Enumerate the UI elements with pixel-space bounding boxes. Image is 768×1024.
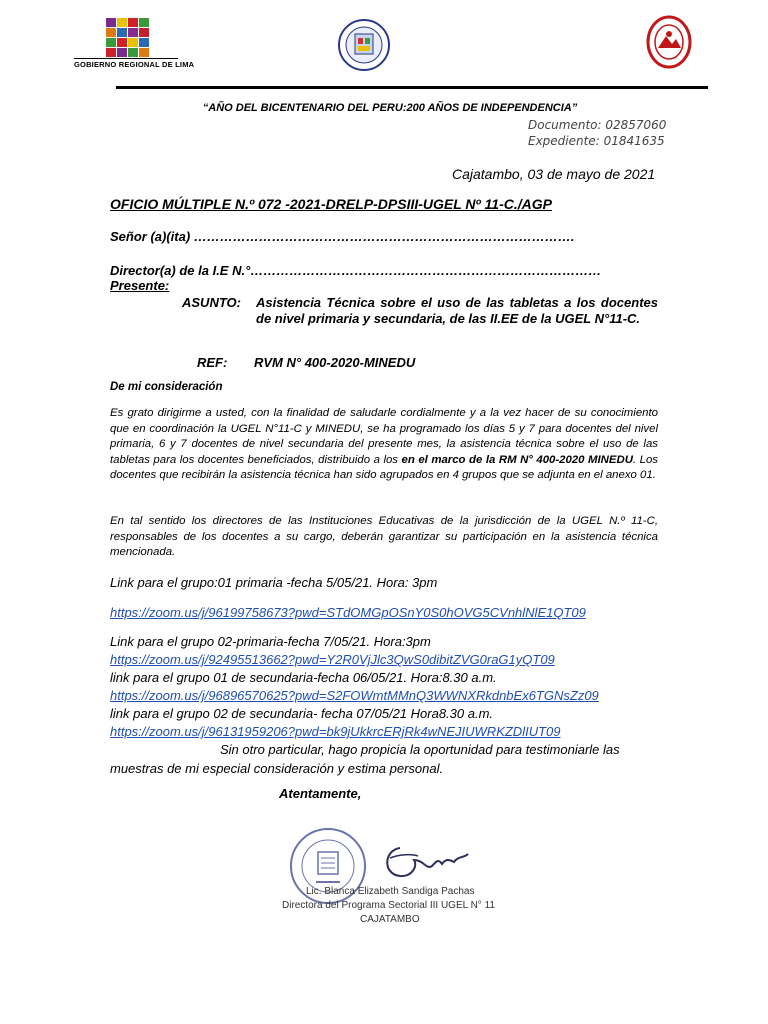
document-number: Documento: 02857060: [528, 118, 667, 132]
asunto-text: Asistencia Técnica sobre el uso de las tabletas a los docentes de nivel primaria y secundaria, de las II.EE de la UGEL N°11-C.: [256, 295, 658, 326]
regards: Atentamente,: [279, 786, 362, 801]
ref-text: RVM N° 400-2020-MINEDU: [254, 355, 416, 370]
place-date: Cajatambo, 03 de mayo de 2021: [452, 166, 656, 182]
group1-zoom-link[interactable]: https://zoom.us/j/96199758673?pwd=STdOMGpOSnY0S0hOVG5CVnhlNlE1QT09: [110, 605, 586, 620]
ref-label: REF:: [197, 355, 228, 370]
presente-label: Presente:: [110, 278, 170, 293]
paragraph-1-part-c: . Los docentes que recibirán la asistencia técnica han sido agrupados en 4 grupos que se adjunta en el anexo 01.: [110, 453, 658, 481]
signatory-title: Directora del Programa Sectorial III UGEL N° 11: [282, 900, 495, 911]
signatory-name: Lic. Blanca Elizabeth Sandiga Pachas: [306, 886, 475, 897]
director-line: Director(a) de la I.E N.°………………………………………………………………………: [110, 263, 602, 278]
paragraph-2: En tal sentido los directores de las Instituciones Educativas de la jurisdicción de la UGEL N.º 11-C, responsables de los docentes a su cargo, deberán garantizar su participación en la asistencia técnica mencionada.: [110, 515, 658, 558]
oficio-title: OFICIO MÚLTIPLE N.º 072 -2021-DRELP-DPSIII-UGEL Nº 11-C./AGP: [110, 196, 552, 212]
closing-paragraph: Sin otro particular, hago propicia la oportunidad para testimoniarle las muestras de mi especial consideración y estima personal.: [110, 742, 620, 776]
recipient-line: Señor (a)(ita) …………………………………………………………………………….: [110, 229, 575, 244]
greeting: De mi consideración: [110, 381, 223, 393]
gobierno-regional-logo: [74, 18, 195, 74]
handwritten-signature-icon: [378, 830, 478, 890]
ugel-cajatambo-logo: [646, 14, 692, 72]
group3-zoom-link[interactable]: https://zoom.us/j/96896570625?pwd=S2FOWmtMMnQ3WWNXRkdnbEx6TGNsZz09: [110, 688, 599, 703]
regional-tiles-icon: [106, 18, 150, 58]
ugel-shield-icon: [646, 14, 692, 72]
drelp-seal-icon: [337, 18, 391, 72]
group1-label: Link para el grupo:01 primaria -fecha 5/05/21. Hora: 3pm: [110, 575, 438, 590]
asunto-label: ASUNTO:: [182, 295, 241, 310]
paragraph-1: [110, 406, 658, 484]
expediente-number: Expediente: 01841635: [528, 134, 665, 148]
group4-label: link para el grupo 02 de secundaria- fecha 07/05/21 Hora8.30 a.m.: [110, 706, 494, 721]
drelp-logo: [337, 18, 391, 72]
signatory-place: CAJATAMBO: [360, 914, 420, 925]
group3-label: link para el grupo 01 de secundaria-fecha 06/05/21. Hora:8.30 a.m.: [110, 670, 497, 685]
year-motto: “AÑO DEL BICENTENARIO DEL PERU:200 AÑOS DE INDEPENDENCIA”: [202, 102, 578, 114]
header-rule: [116, 86, 708, 89]
paragraph-1-bold: en el marco de la RM N° 400-2020 MINEDU: [401, 453, 633, 466]
group2-label: Link para el grupo 02-primaria-fecha 7/05/21. Hora:3pm: [110, 634, 431, 649]
left-logo-caption: GOBIERNO REGIONAL DE LIMA: [74, 60, 195, 69]
group4-zoom-link[interactable]: https://zoom.us/j/96131959206?pwd=bk9jUkkrcERjRk4wNEJIUWRKZDlIUT09: [110, 724, 561, 739]
group2-zoom-link[interactable]: https://zoom.us/j/92495513662?pwd=Y2R0VjJlc3QwS0dibitZVG0raG1yQT09: [110, 652, 555, 667]
paragraph-1-part-a: Es grato dirigirme a usted, con la finalidad de saludarle cordialmente y a la vez hacer de su conocimiento que en coordinación la UGEL N°11-C y MINEDU, se ha programado los días 5 y 7 para docentes del nivel primaria, 6 y 7 docentes de nivel secundaria del presente mes, la asistencia técnica sobre el uso de las tabletas para los docentes beneficiados, distribuido a los: [110, 407, 658, 466]
